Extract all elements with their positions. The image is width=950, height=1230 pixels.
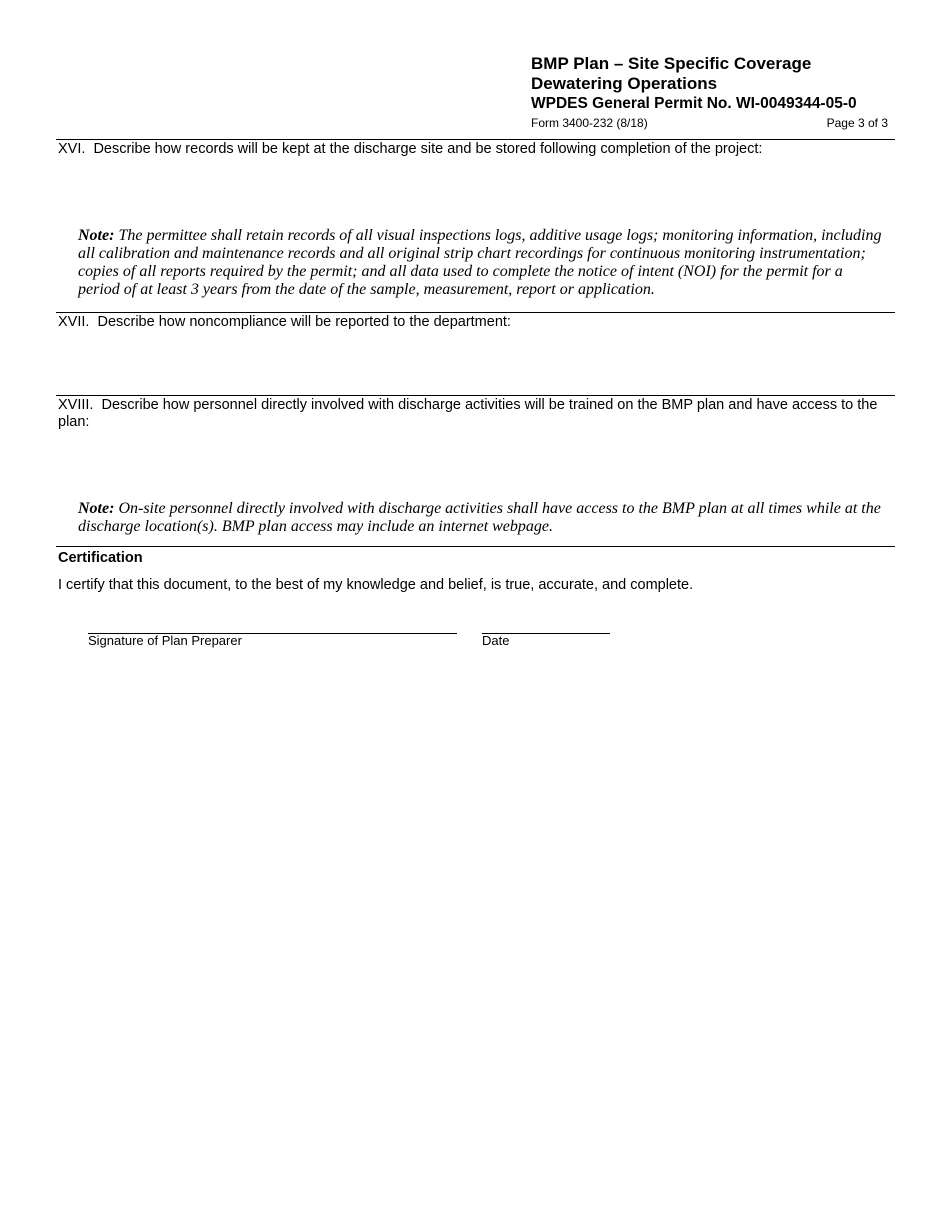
question-number-xvi: XVI. <box>58 141 86 157</box>
page-number: Page 3 of 3 <box>826 116 888 130</box>
note-text-xviii: On-site personnel directly involved with discharge activities shall have access to the BMP plan at all times while at the discharge location(s). BMP plan access may include an internet webpage. <box>78 500 881 535</box>
question-xvii <box>58 314 888 331</box>
note-label-xviii: Note: <box>78 500 115 517</box>
note-xvi <box>78 227 888 299</box>
question-text-xvii: Describe how noncompliance will be reported to the department: <box>97 314 511 330</box>
date-label: Date <box>482 633 510 648</box>
signature-label: Signature of Plan Preparer <box>88 633 242 648</box>
divider-xvi <box>56 139 895 140</box>
divider-xviii <box>56 395 895 396</box>
certification-statement: I certify that this document, to the best of my knowledge and belief, is true, accurate, and complete. <box>58 577 694 593</box>
permit-number: WPDES General Permit No. WI-0049344-05-0 <box>531 95 857 112</box>
question-text-xviii: Describe how personnel directly involved with discharge activities will be trained on the BMP plan and have access to the plan: <box>58 397 878 430</box>
divider-certification <box>56 546 895 547</box>
divider-xvii <box>56 312 895 313</box>
form-number: Form 3400-232 (8/18) <box>531 116 648 130</box>
form-header <box>531 54 888 131</box>
note-xviii <box>78 500 888 536</box>
form-subtitle: Dewatering Operations <box>531 74 718 93</box>
form-title: BMP Plan – Site Specific Coverage <box>531 54 812 73</box>
question-xviii <box>58 397 888 431</box>
note-text-xvi: The permittee shall retain records of all visual inspections logs, additive usage logs; monitoring information, including all calibration and maintenance records and all original strip chart recordings for continuous monitoring instrumentation; copies of all reports required by the permit; and all data used to complete the notice of intent (NOI) for the permit for a period of at least 3 years from the date of the sample, measurement, report or application. <box>78 227 882 298</box>
question-number-xviii: XVIII. <box>58 397 94 413</box>
question-text-xvi: Describe how records will be kept at the discharge site and be stored following completion of the project: <box>93 141 763 157</box>
question-number-xvii: XVII. <box>58 314 90 330</box>
certification-title: Certification <box>58 550 143 566</box>
form-meta <box>531 115 888 131</box>
question-xvi <box>58 141 888 158</box>
note-label-xvi: Note: <box>78 227 115 244</box>
